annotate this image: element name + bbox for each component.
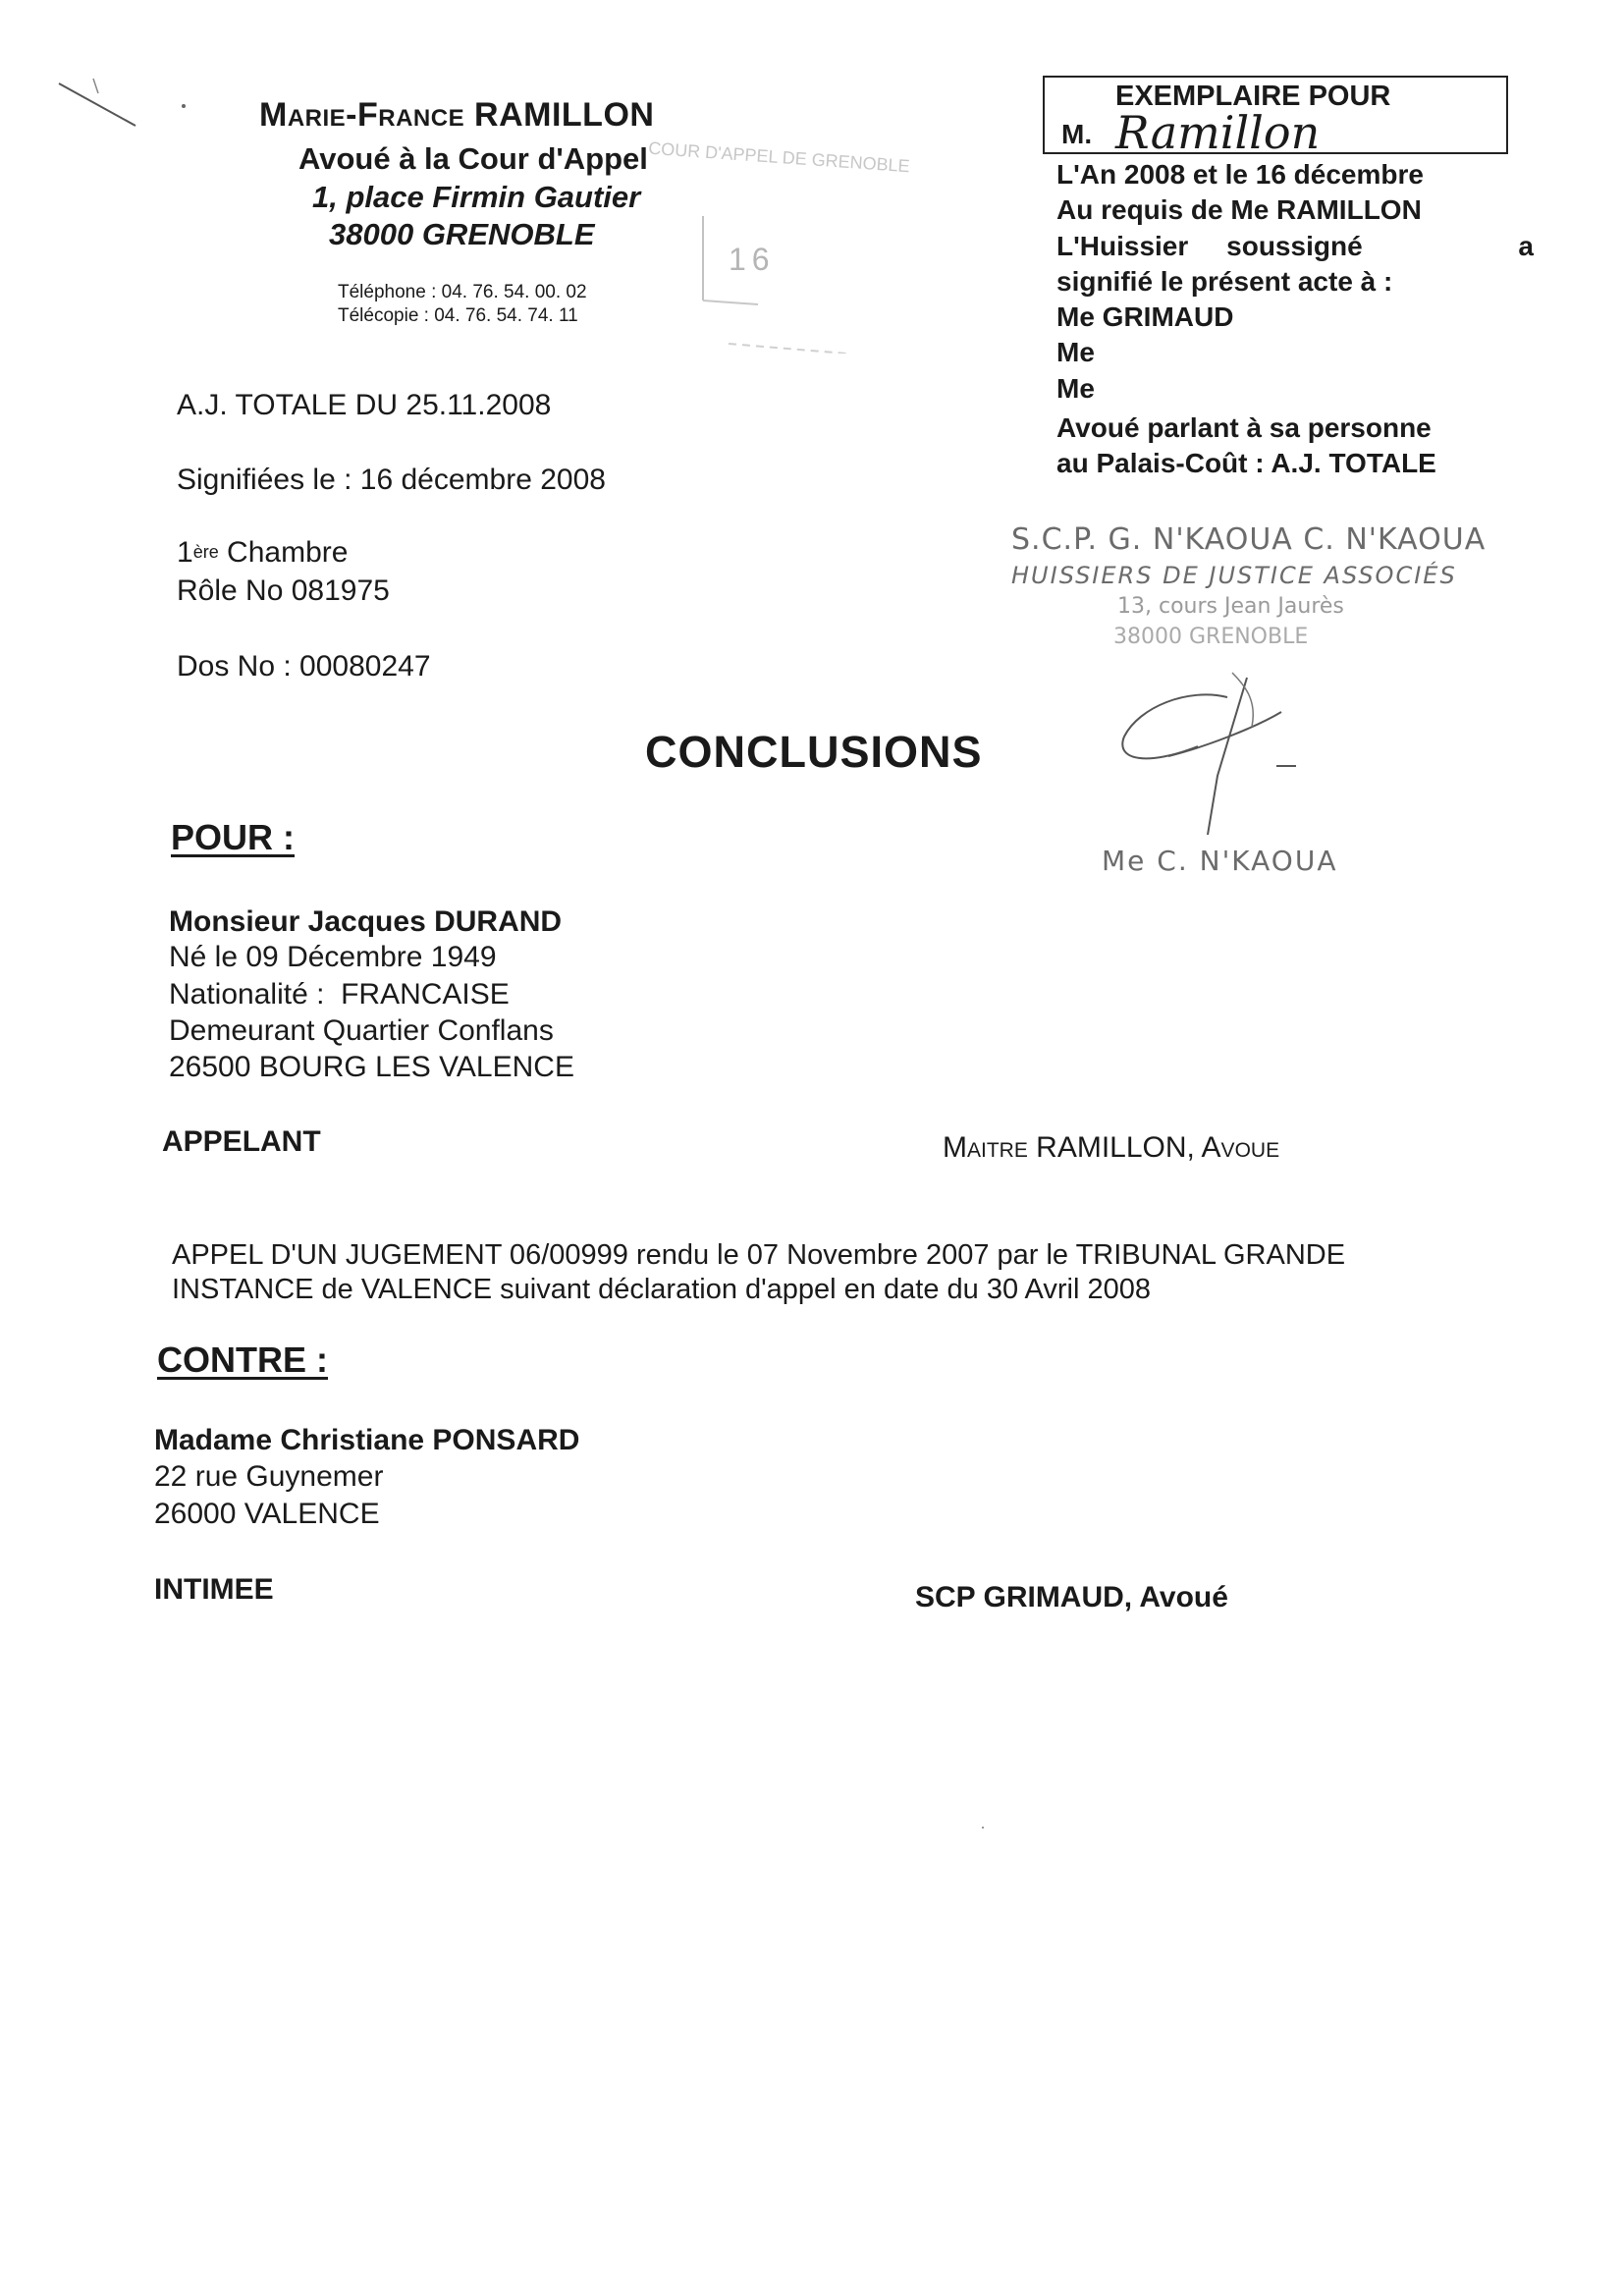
chambre [177,536,348,570]
appellant-address-1: Demeurant Quartier Conflans [169,1014,554,1047]
lawyer-telephone: Téléphone : 04. 76. 54. 00. 02 [338,282,587,302]
scan-dot [182,104,186,108]
bailiff-line-7: Me [1056,373,1095,404]
scan-speck [982,1827,984,1829]
appellant-role: APPELANT [162,1125,321,1158]
respondent-address-2: 26000 VALENCE [154,1498,380,1530]
appeal-line-2: INSTANCE de VALENCE suivant déclaration d'appel en date du 30 Avril 2008 [172,1274,1151,1305]
bailiff-line-6: Me [1056,337,1095,367]
contre-heading: CONTRE : [157,1339,328,1380]
bailiff-line-5: Me GRIMAUD [1056,301,1234,332]
bailiff-signature-name: Me C. N'KAOUA [1102,845,1338,877]
court-stamp-date: 16 [729,242,776,277]
exemplaire-handwritten-name: Ramillon [1115,106,1321,159]
bailiff-line-3-text: L'Huissier soussigné [1056,231,1363,261]
bailiff-stamp-line-3: 13, cours Jean Jaurès [1117,594,1344,619]
bailiff-line-3 [1056,231,1534,262]
lawyer-name: Marie-France RAMILLON [259,96,655,134]
lawyer-title: Avoué à la Cour d'Appel [298,141,648,176]
respondent-role: INTIMEE [154,1573,274,1606]
chambre-number: 1 [177,536,193,569]
bailiff-stamp-line-2: HUISSIERS DE JUSTICE ASSOCIÉS [1011,562,1457,589]
bailiff-line-9: au Palais-Coût : A.J. TOTALE [1056,448,1436,478]
appeal-line-1: APPEL D'UN JUGEMENT 06/00999 rendu le 07 Novembre 2007 par le TRIBUNAL GRANDE [172,1239,1346,1271]
bailiff-line-2: Au requis de Me RAMILLON [1056,194,1422,225]
exemplaire-m: M. [1061,119,1093,149]
appellant-address-2: 26500 BOURG LES VALENCE [169,1051,574,1083]
court-stamp-text: COUR D'APPEL DE GRENOBLE [647,137,911,177]
respondent-address-1: 22 rue Guynemer [154,1460,384,1493]
bailiff-line-8: Avoué parlant à sa personne [1056,412,1432,443]
pour-heading: POUR : [171,817,295,857]
signification-date: Signifiées le : 16 décembre 2008 [177,464,606,496]
chambre-label: Chambre [218,536,349,569]
bailiff-line-3-end: a [1518,231,1534,261]
respondent-avoue: SCP GRIMAUD, Avoué [915,1581,1228,1613]
bailiff-stamp-line-1: S.C.P. G. N'KAOUA C. N'KAOUA [1011,522,1487,557]
respondent-name: Madame Christiane PONSARD [154,1424,580,1456]
document-title: CONCLUSIONS [645,727,983,777]
bailiff-line-4: signifié le présent acte à : [1056,266,1393,297]
appellant-birth: Né le 09 Décembre 1949 [169,941,497,973]
lawyer-fax: Télécopie : 04. 76. 54. 74. 11 [338,305,578,326]
court-stamp-frame [699,206,915,354]
bailiff-stamp-line-4: 38000 GRENOBLE [1113,625,1309,649]
bailiff-signature [1109,668,1325,845]
appellant-name: Monsieur Jacques DURAND [169,905,563,938]
appellant-avoue: Maitre RAMILLON, Avoue [943,1131,1280,1164]
role-number: Rôle No 081975 [177,574,390,607]
scan-mark [39,59,157,147]
lawyer-address: 1, place Firmin Gautier [312,180,641,214]
dossier-number: Dos No : 00080247 [177,650,431,683]
chambre-ordinal: ère [192,542,219,562]
appellant-nationality: Nationalité : FRANCAISE [169,978,510,1011]
exemplaire-label: EXEMPLAIRE POUR [1115,81,1391,112]
lawyer-city: 38000 GRENOBLE [329,217,595,251]
aj-totale: A.J. TOTALE DU 25.11.2008 [177,389,552,421]
bailiff-line-1: L'An 2008 et le 16 décembre [1056,159,1424,190]
